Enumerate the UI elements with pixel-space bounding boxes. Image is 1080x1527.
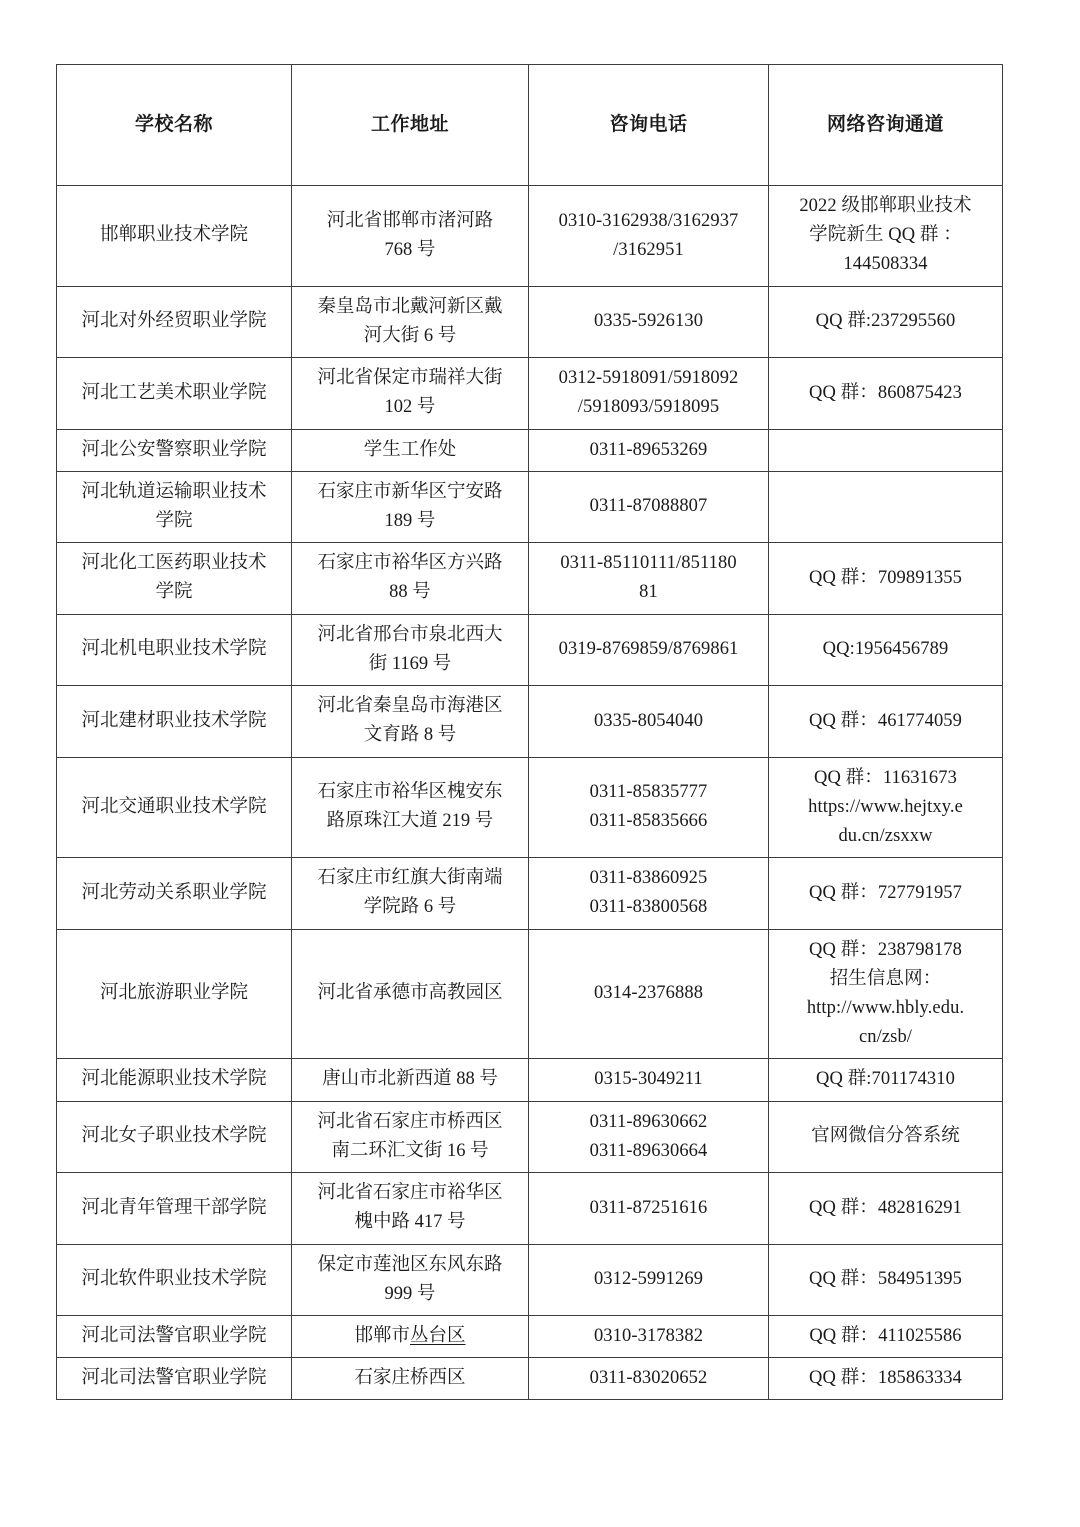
cell-line: 河北省石家庄市裕华区: [317, 1183, 503, 1204]
table-row: [57, 358, 1003, 429]
cell-work-address: [292, 1059, 529, 1101]
cell-school-name: [57, 1244, 292, 1315]
cell-work-address: [292, 858, 529, 929]
cell-line: 河北省承德市高教园区: [317, 983, 503, 1004]
cell-school-name: [57, 186, 292, 287]
cell-school-name: [57, 614, 292, 685]
cell-school-name: [57, 286, 292, 357]
cell-work-address: [292, 929, 529, 1059]
cell-line: 81: [639, 582, 658, 603]
table-row: [57, 1059, 1003, 1101]
cell-online-channel: [769, 1059, 1003, 1101]
cell-school-name: [57, 429, 292, 471]
cell-line: 河北机电职业技术学院: [81, 639, 267, 660]
cell-line: 0311-87088807: [589, 496, 708, 517]
table-header: [57, 65, 1003, 186]
cell-line: 石家庄桥西区: [354, 1368, 466, 1389]
cell-consult-phone: [529, 358, 769, 429]
cell-line: 河北省秦皇岛市海港区: [317, 696, 503, 717]
cell-line: 河北省石家庄市桥西区: [317, 1111, 503, 1132]
cell-line: 0314-2376888: [593, 983, 704, 1004]
cell-line: 学生工作处: [363, 439, 457, 460]
table-row: [57, 1358, 1003, 1400]
cell-school-name: [57, 1358, 292, 1400]
cell-line: 河大街 6 号: [363, 325, 457, 346]
table-row: [57, 543, 1003, 614]
cell-line: 0311-83860925: [589, 868, 708, 889]
cell-online-channel: [769, 1244, 1003, 1315]
cell-line: 学院新生 QQ 群 ：: [809, 225, 962, 246]
cell-line: http://www.hbly.edu.: [806, 998, 965, 1019]
cell-line: 102 号: [384, 397, 436, 418]
cell-line: 槐中路 417 号: [354, 1212, 466, 1233]
table-row: [57, 1244, 1003, 1315]
cell-online-channel: [769, 543, 1003, 614]
cell-school-name: [57, 929, 292, 1059]
cell-online-channel: [769, 1358, 1003, 1400]
cell-online-channel: [769, 186, 1003, 287]
cell-consult-phone: [529, 757, 769, 858]
cell-online-channel: [769, 471, 1003, 542]
cell-line: 0311-89630662: [589, 1111, 708, 1132]
cell-school-name: [57, 471, 292, 542]
cell-line: QQ 群：11631673: [814, 767, 957, 788]
table-row: [57, 1101, 1003, 1172]
cell-line: /3162951: [613, 239, 684, 260]
cell-online-channel: [769, 358, 1003, 429]
table-row: [57, 429, 1003, 471]
cell-line: 河北交通职业技术学院: [81, 796, 267, 817]
table-row: [57, 614, 1003, 685]
contact-table-container: [56, 64, 1002, 1400]
cell-online-channel: [769, 429, 1003, 471]
table-row: [57, 858, 1003, 929]
underlined-text: 丛台区: [410, 1326, 466, 1346]
cell-line: 河北软件职业技术学院: [81, 1269, 267, 1290]
cell-online-channel: [769, 929, 1003, 1059]
table-row: [57, 686, 1003, 757]
cell-line: 官网微信分答系统: [811, 1126, 960, 1147]
cell-line: 0335-5926130: [593, 311, 704, 332]
cell-work-address: [292, 543, 529, 614]
cell-consult-phone: [529, 1101, 769, 1172]
cell-work-address: [292, 471, 529, 542]
cell-consult-phone: [529, 1316, 769, 1358]
cell-consult-phone: [529, 286, 769, 357]
cell-consult-phone: [529, 1244, 769, 1315]
cell-consult-phone: [529, 429, 769, 471]
cell-online-channel: [769, 757, 1003, 858]
cell-line: 石家庄市裕华区槐安东: [317, 782, 503, 803]
cell-line: cn/zsb/: [858, 1027, 913, 1048]
cell-line: 文育路 8 号: [363, 725, 457, 746]
cell-line: QQ 群：482816291: [809, 1197, 962, 1218]
cell-school-name: [57, 543, 292, 614]
cell-school-name: [57, 757, 292, 858]
cell-online-channel: [769, 286, 1003, 357]
cell-line: QQ 群：709891355: [809, 567, 962, 588]
cell-line: QQ 群：860875423: [809, 382, 962, 403]
cell-online-channel: [769, 1316, 1003, 1358]
table-row: [57, 1316, 1003, 1358]
cell-line: 学院: [155, 582, 193, 603]
cell-work-address: [292, 358, 529, 429]
column-header-online-channel: 网络咨询通道: [769, 65, 1003, 186]
cell-line: 0312-5991269: [593, 1269, 704, 1290]
cell-line: 河北省保定市瑞祥大街: [317, 368, 503, 389]
cell-work-address: [292, 1101, 529, 1172]
column-header-consult-phone: 咨询电话: [529, 65, 769, 186]
cell-consult-phone: [529, 1173, 769, 1244]
cell-line: 0311-85835777: [589, 782, 708, 803]
cell-work-address: [292, 429, 529, 471]
cell-work-address: [292, 1244, 529, 1315]
cell-consult-phone: [529, 929, 769, 1059]
cell-line: 0311-87251616: [589, 1197, 708, 1218]
cell-online-channel: [769, 1173, 1003, 1244]
cell-line: 189 号: [384, 510, 436, 531]
table-row: [57, 1173, 1003, 1244]
cell-line: 2022 级邯郸职业技术: [799, 196, 972, 216]
cell-line: QQ 群:237295560: [815, 311, 956, 332]
cell-line: 0311-83800568: [589, 897, 708, 918]
cell-line: 0311-89630664: [589, 1140, 708, 1161]
empty-value: [776, 436, 995, 465]
cell-line: 768 号: [384, 239, 436, 260]
table-row: [57, 929, 1003, 1059]
cell-school-name: [57, 358, 292, 429]
cell-line: 路原珠江大道 219 号: [326, 811, 494, 832]
cell-online-channel: [769, 858, 1003, 929]
cell-line: 0311-85835666: [589, 811, 708, 832]
column-header-work-address: 工作地址: [292, 65, 529, 186]
cell-work-address: [292, 1173, 529, 1244]
cell-consult-phone: [529, 471, 769, 542]
cell-line: 河北女子职业技术学院: [81, 1126, 267, 1147]
cell-school-name: [57, 1316, 292, 1358]
cell-line: 河北化工医药职业技术: [81, 553, 267, 574]
cell-line: 0311-89653269: [589, 439, 708, 460]
cell-line: 88 号: [389, 582, 431, 603]
cell-line: 0310-3178382: [593, 1326, 704, 1346]
cell-school-name: [57, 1101, 292, 1172]
cell-line: du.cn/zsxxw: [838, 825, 933, 846]
cell-line: https://www.hejtxy.e: [808, 796, 963, 817]
cell-line: QQ 群:701174310: [816, 1069, 955, 1090]
cell-line: 0311-83020652: [589, 1368, 708, 1389]
cell-line: QQ 群：727791957: [809, 882, 962, 903]
cell-line: 河北工艺美术职业学院: [81, 382, 267, 403]
table-row: [57, 286, 1003, 357]
cell-online-channel: [769, 686, 1003, 757]
cell-line: 999 号: [384, 1283, 436, 1304]
cell-work-address: [292, 1316, 529, 1358]
cell-line: 河北公安警察职业学院: [81, 439, 267, 460]
cell-line: 学院路 6 号: [363, 897, 457, 918]
cell-line: 河北劳动关系职业学院: [81, 882, 267, 903]
cell-line: 0310-3162938/3162937: [558, 210, 739, 231]
cell-line: 河北建材职业技术学院: [81, 710, 267, 731]
cell-consult-phone: [529, 1059, 769, 1101]
cell-work-address: [292, 1358, 529, 1400]
cell-line: QQ 群：461774059: [809, 710, 962, 731]
cell-consult-phone: [529, 543, 769, 614]
cell-consult-phone: [529, 686, 769, 757]
table-header-row: [57, 65, 1003, 186]
cell-line: 144508334: [843, 254, 928, 275]
cell-online-channel: [769, 1101, 1003, 1172]
cell-line: 河北司法警官职业学院: [81, 1368, 267, 1389]
cell-work-address: [292, 286, 529, 357]
table-body: [57, 186, 1003, 1400]
cell-line: 河北省邢台市泉北西大: [317, 624, 503, 645]
cell-consult-phone: [529, 858, 769, 929]
cell-line: 河北旅游职业学院: [99, 983, 248, 1004]
cell-school-name: [57, 1059, 292, 1101]
table-row: [57, 757, 1003, 858]
cell-online-channel: [769, 614, 1003, 685]
cell-line: QQ 群：584951395: [809, 1269, 962, 1290]
cell-line: 0312-5918091/5918092: [558, 368, 739, 389]
cell-line: 河北司法警官职业学院: [81, 1326, 267, 1346]
cell-line: 秦皇岛市北戴河新区戴: [317, 296, 503, 317]
column-header-school-name: 学校名称: [57, 65, 292, 186]
cell-work-address: [292, 757, 529, 858]
cell-line: /5918093/5918095: [577, 397, 720, 418]
cell-line: 0311-85110111/851180: [560, 553, 737, 574]
table-row: [57, 186, 1003, 287]
cell-school-name: [57, 686, 292, 757]
cell-school-name: [57, 858, 292, 929]
cell-consult-phone: [529, 186, 769, 287]
table-row: [57, 471, 1003, 542]
cell-line: 0315-3049211: [594, 1069, 703, 1090]
cell-consult-phone: [529, 614, 769, 685]
cell-line: 学院: [155, 510, 193, 531]
cell-line: QQ 群：238798178: [809, 939, 962, 960]
empty-value: [776, 492, 995, 521]
cell-line: 河北能源职业技术学院: [81, 1069, 267, 1090]
cell-line: 河北轨道运输职业技术: [81, 481, 267, 502]
cell-line: 保定市莲池区东风东路: [317, 1254, 503, 1275]
cell-line: QQ 群：411025586: [809, 1326, 962, 1346]
cell-work-address: [292, 186, 529, 287]
cell-school-name: [57, 1173, 292, 1244]
cell-line: 河北青年管理干部学院: [81, 1197, 267, 1218]
cell-line: QQ 群：185863334: [809, 1368, 962, 1389]
cell-work-address: [292, 614, 529, 685]
cell-consult-phone: [529, 1358, 769, 1400]
cell-work-address: [292, 686, 529, 757]
cell-line: 河北省邯郸市渚河路: [326, 210, 494, 231]
cell-line: 邯郸职业技术学院: [99, 225, 248, 246]
cell-line: 石家庄市新华区宁安路: [317, 481, 503, 502]
cell-line: 南二环汇文街 16 号: [331, 1140, 489, 1161]
cell-line: 邯郸市丛台区: [354, 1326, 466, 1346]
cell-line: 石家庄市红旗大街南端: [317, 868, 503, 889]
cell-line: 河北对外经贸职业学院: [81, 311, 267, 332]
cell-line: 0319-8769859/8769861: [558, 639, 739, 660]
school-contact-table: [56, 64, 1003, 1400]
cell-line: 石家庄市裕华区方兴路: [317, 553, 503, 574]
cell-line: 0335-8054040: [593, 710, 704, 731]
cell-line: 唐山市北新西道 88 号: [322, 1069, 498, 1090]
cell-line: QQ:1956456789: [822, 639, 949, 660]
cell-line: 招生信息网：: [829, 968, 942, 989]
cell-line: 街 1169 号: [368, 653, 452, 674]
